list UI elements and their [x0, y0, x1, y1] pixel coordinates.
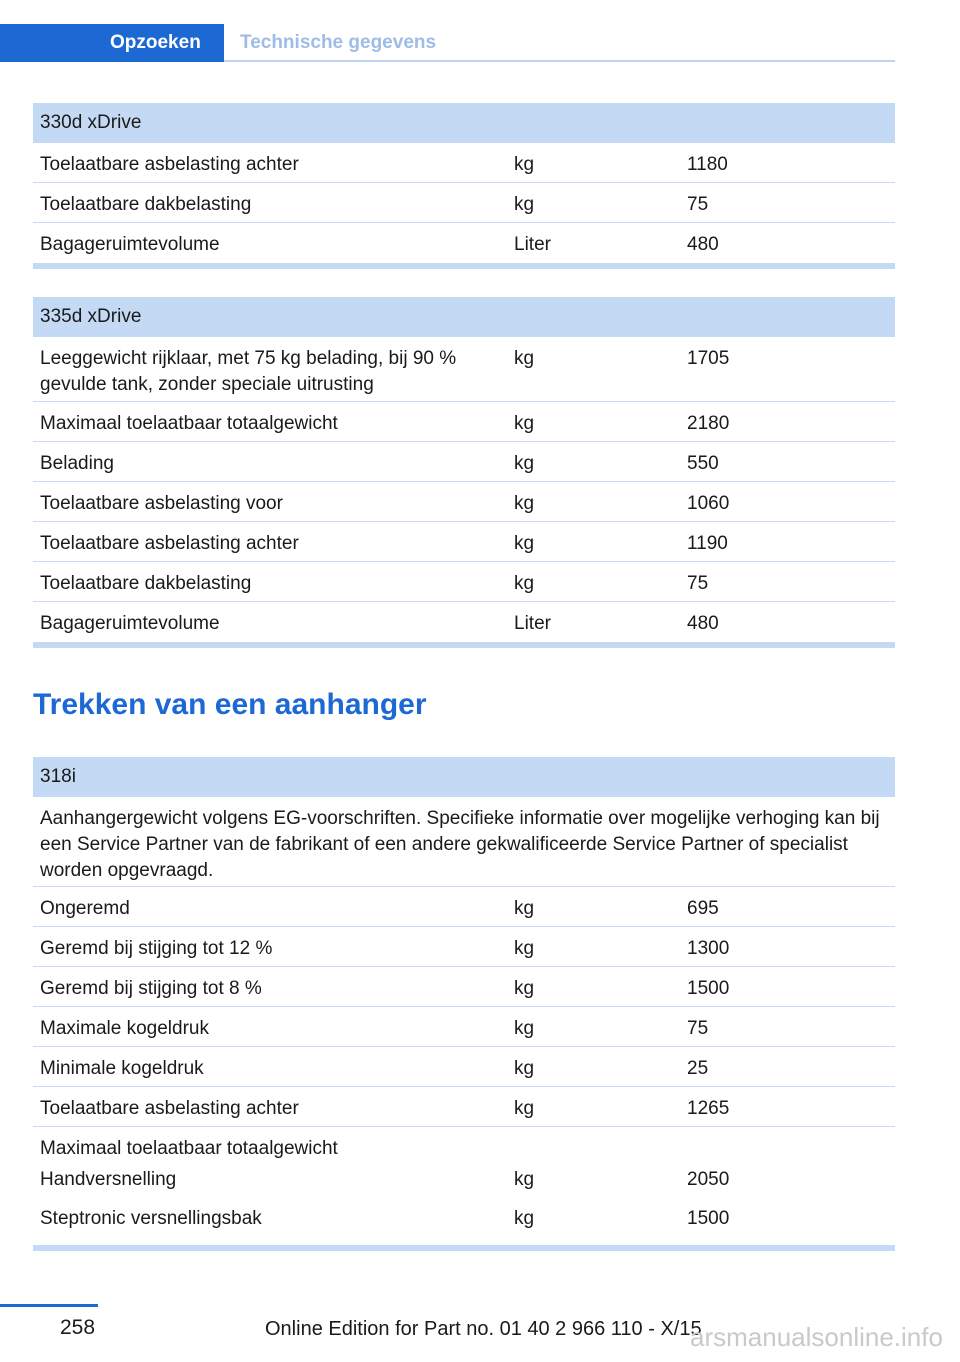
table-318i-trailer — [33, 757, 895, 1251]
table-row — [33, 1127, 895, 1167]
header-divider — [224, 60, 895, 62]
row-value: 2180 — [687, 413, 730, 434]
table-row — [33, 887, 895, 927]
table-row — [33, 402, 895, 442]
row-value: 695 — [687, 898, 719, 919]
row-unit: kg — [514, 1208, 535, 1229]
row-label: Belading — [40, 453, 114, 474]
table-row — [33, 223, 895, 263]
row-label: Toelaatbare dakbelasting — [40, 194, 252, 215]
row-unit: kg — [514, 1098, 535, 1119]
table-note-row — [33, 797, 895, 887]
table-row — [33, 1007, 895, 1047]
row-value: 75 — [687, 573, 709, 594]
table-row — [33, 143, 895, 183]
row-label: Toelaatbare asbelasting achter — [40, 154, 299, 175]
row-label: Minimale kogeldruk — [40, 1058, 204, 1079]
row-label: Steptronic versnellingsbak — [40, 1208, 262, 1229]
table-note: Aanhangergewicht volgens EG-voorschriften. Specifieke informatie over mogelijke verhoging kan bij een Service Partner van de fabrikant of een andere gekwalificeerde Service Partner of specialist worden opgevraagd. — [40, 808, 880, 881]
row-value: 1500 — [687, 1208, 730, 1229]
page-number: 258 — [60, 1316, 96, 1339]
table-row — [33, 482, 895, 522]
row-value: 25 — [687, 1058, 709, 1079]
table-330d-xdrive — [33, 103, 895, 269]
page-header — [0, 24, 895, 62]
row-unit: kg — [514, 898, 535, 919]
table-row — [33, 1087, 895, 1127]
row-label: Bagageruimtevolume — [40, 234, 220, 255]
row-value: 75 — [687, 194, 709, 215]
table-footer-bar — [33, 1245, 895, 1251]
edition-text: Online Edition for Part no. 01 40 2 966 110 - X/15 — [265, 1318, 702, 1340]
row-label: Ongeremd — [40, 898, 130, 919]
row-unit: kg — [514, 154, 535, 175]
row-label: Maximale kogeldruk — [40, 1018, 209, 1039]
row-label: Toelaatbare asbelasting achter — [40, 533, 299, 554]
row-unit: kg — [514, 1169, 535, 1190]
row-value: 1180 — [687, 154, 728, 175]
row-unit: Liter — [514, 613, 551, 634]
row-unit: kg — [514, 413, 535, 434]
row-unit: kg — [514, 978, 535, 999]
row-unit: kg — [514, 453, 535, 474]
row-label: Geremd bij stijging tot 12 % — [40, 938, 273, 959]
row-value: 1500 — [687, 978, 730, 999]
table-row — [33, 927, 895, 967]
row-value: 2050 — [687, 1169, 730, 1190]
row-value: 1705 — [687, 348, 730, 369]
row-value: 480 — [687, 234, 719, 255]
row-label: Maximaal toelaatbaar totaalgewicht — [40, 1138, 338, 1159]
row-value: 1265 — [687, 1098, 730, 1119]
row-unit: kg — [514, 533, 535, 554]
row-unit: kg — [514, 348, 535, 369]
table-row — [33, 967, 895, 1007]
table-row — [33, 1206, 895, 1245]
table-row — [33, 442, 895, 482]
row-unit: kg — [514, 493, 535, 514]
table-row — [33, 183, 895, 223]
table-title: 330d xDrive — [33, 103, 895, 143]
row-unit: kg — [514, 573, 535, 594]
row-label: Bagageruimtevolume — [40, 613, 220, 634]
row-value: 75 — [687, 1018, 709, 1039]
table-footer-bar — [33, 263, 895, 269]
tab-technische-gegevens[interactable]: Technische gegevens — [240, 32, 437, 53]
table-footer-bar — [33, 642, 895, 648]
row-unit: kg — [514, 194, 535, 215]
row-unit: Liter — [514, 234, 551, 255]
table-row — [33, 1047, 895, 1087]
row-value: 480 — [687, 613, 719, 634]
section-title: Trekken van een aanhanger — [33, 688, 427, 721]
table-row — [33, 562, 895, 602]
row-label: Toelaatbare dakbelasting — [40, 573, 252, 594]
row-value: 1300 — [687, 938, 730, 959]
table-335d-xdrive — [33, 297, 895, 648]
table-row — [33, 1167, 895, 1206]
table-row — [33, 337, 895, 402]
table-row — [33, 602, 895, 642]
table-row — [33, 522, 895, 562]
row-label: Handversnelling — [40, 1169, 177, 1190]
row-value: 1190 — [687, 533, 728, 554]
row-label: Geremd bij stijging tot 8 % — [40, 978, 262, 999]
row-label: Leeggewicht rijklaar, met 75 kg belading, bij 90 % gevulde tank, zonder speciale uitrusting — [40, 348, 457, 395]
row-unit: kg — [514, 1018, 535, 1039]
row-label: Toelaatbare asbelasting achter — [40, 1098, 299, 1119]
row-value: 550 — [687, 453, 719, 474]
watermark: arsmanualsonline.info — [690, 1322, 943, 1352]
table-title: 335d xDrive — [33, 297, 895, 337]
row-unit: kg — [514, 1058, 535, 1079]
row-label: Maximaal toelaatbaar totaalgewicht — [40, 413, 338, 434]
tab-opzoeken[interactable]: Opzoeken — [0, 24, 224, 62]
table-title: 318i — [33, 757, 895, 797]
row-label: Toelaatbare asbelasting voor — [40, 493, 283, 514]
page-number-line — [0, 1304, 98, 1307]
row-value: 1060 — [687, 493, 730, 514]
row-unit: kg — [514, 938, 535, 959]
